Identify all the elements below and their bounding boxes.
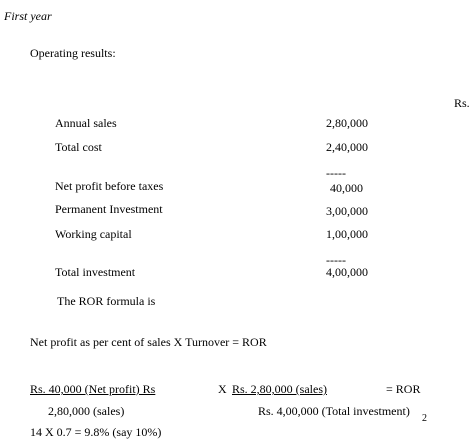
fraction-numerator-1: Rs. 40,000 (Net profit) Rs [30,382,156,396]
row-label-annual-sales: Annual sales [55,116,117,130]
row-value-total-cost: 2,40,000 [326,140,368,154]
result-line: 14 X 0.7 = 9.8% (say 10%) [30,425,162,439]
dash-divider: ----- [326,166,346,180]
row-label-working-capital: Working capital [55,227,132,241]
currency-label: Rs. [454,96,470,110]
heading: First year [4,9,52,23]
formula-text: Net profit as per cent of sales X Turnover = ROR [30,335,267,349]
fraction-denominator-1: 2,80,000 (sales) [48,404,125,418]
row-value-total-investment: 4,00,000 [326,265,368,279]
fraction-denominator-2: Rs. 4,00,000 (Total investment) [258,404,410,418]
subscript-mark: 2 [422,413,427,424]
row-value-permanent-investment: 3,00,000 [326,204,368,218]
dash-divider: ----- [326,253,346,267]
formula-intro: The ROR formula is [57,294,156,308]
row-value-working-capital: 1,00,000 [326,227,368,241]
fraction-numerator-2: Rs. 2,80,000 (sales) [232,382,327,396]
row-value-net-profit: 40,000 [330,181,363,195]
row-value-annual-sales: 2,80,000 [326,116,368,130]
row-label-total-cost: Total cost [55,140,102,154]
row-label-total-investment: Total investment [55,265,136,279]
equals-ror: = ROR [386,382,421,396]
row-label-net-profit: Net profit before taxes [55,179,164,193]
multiply-sign: X [218,382,227,396]
section-title: Operating results: [30,46,116,60]
row-label-permanent-investment: Permanent Investment [55,202,163,216]
